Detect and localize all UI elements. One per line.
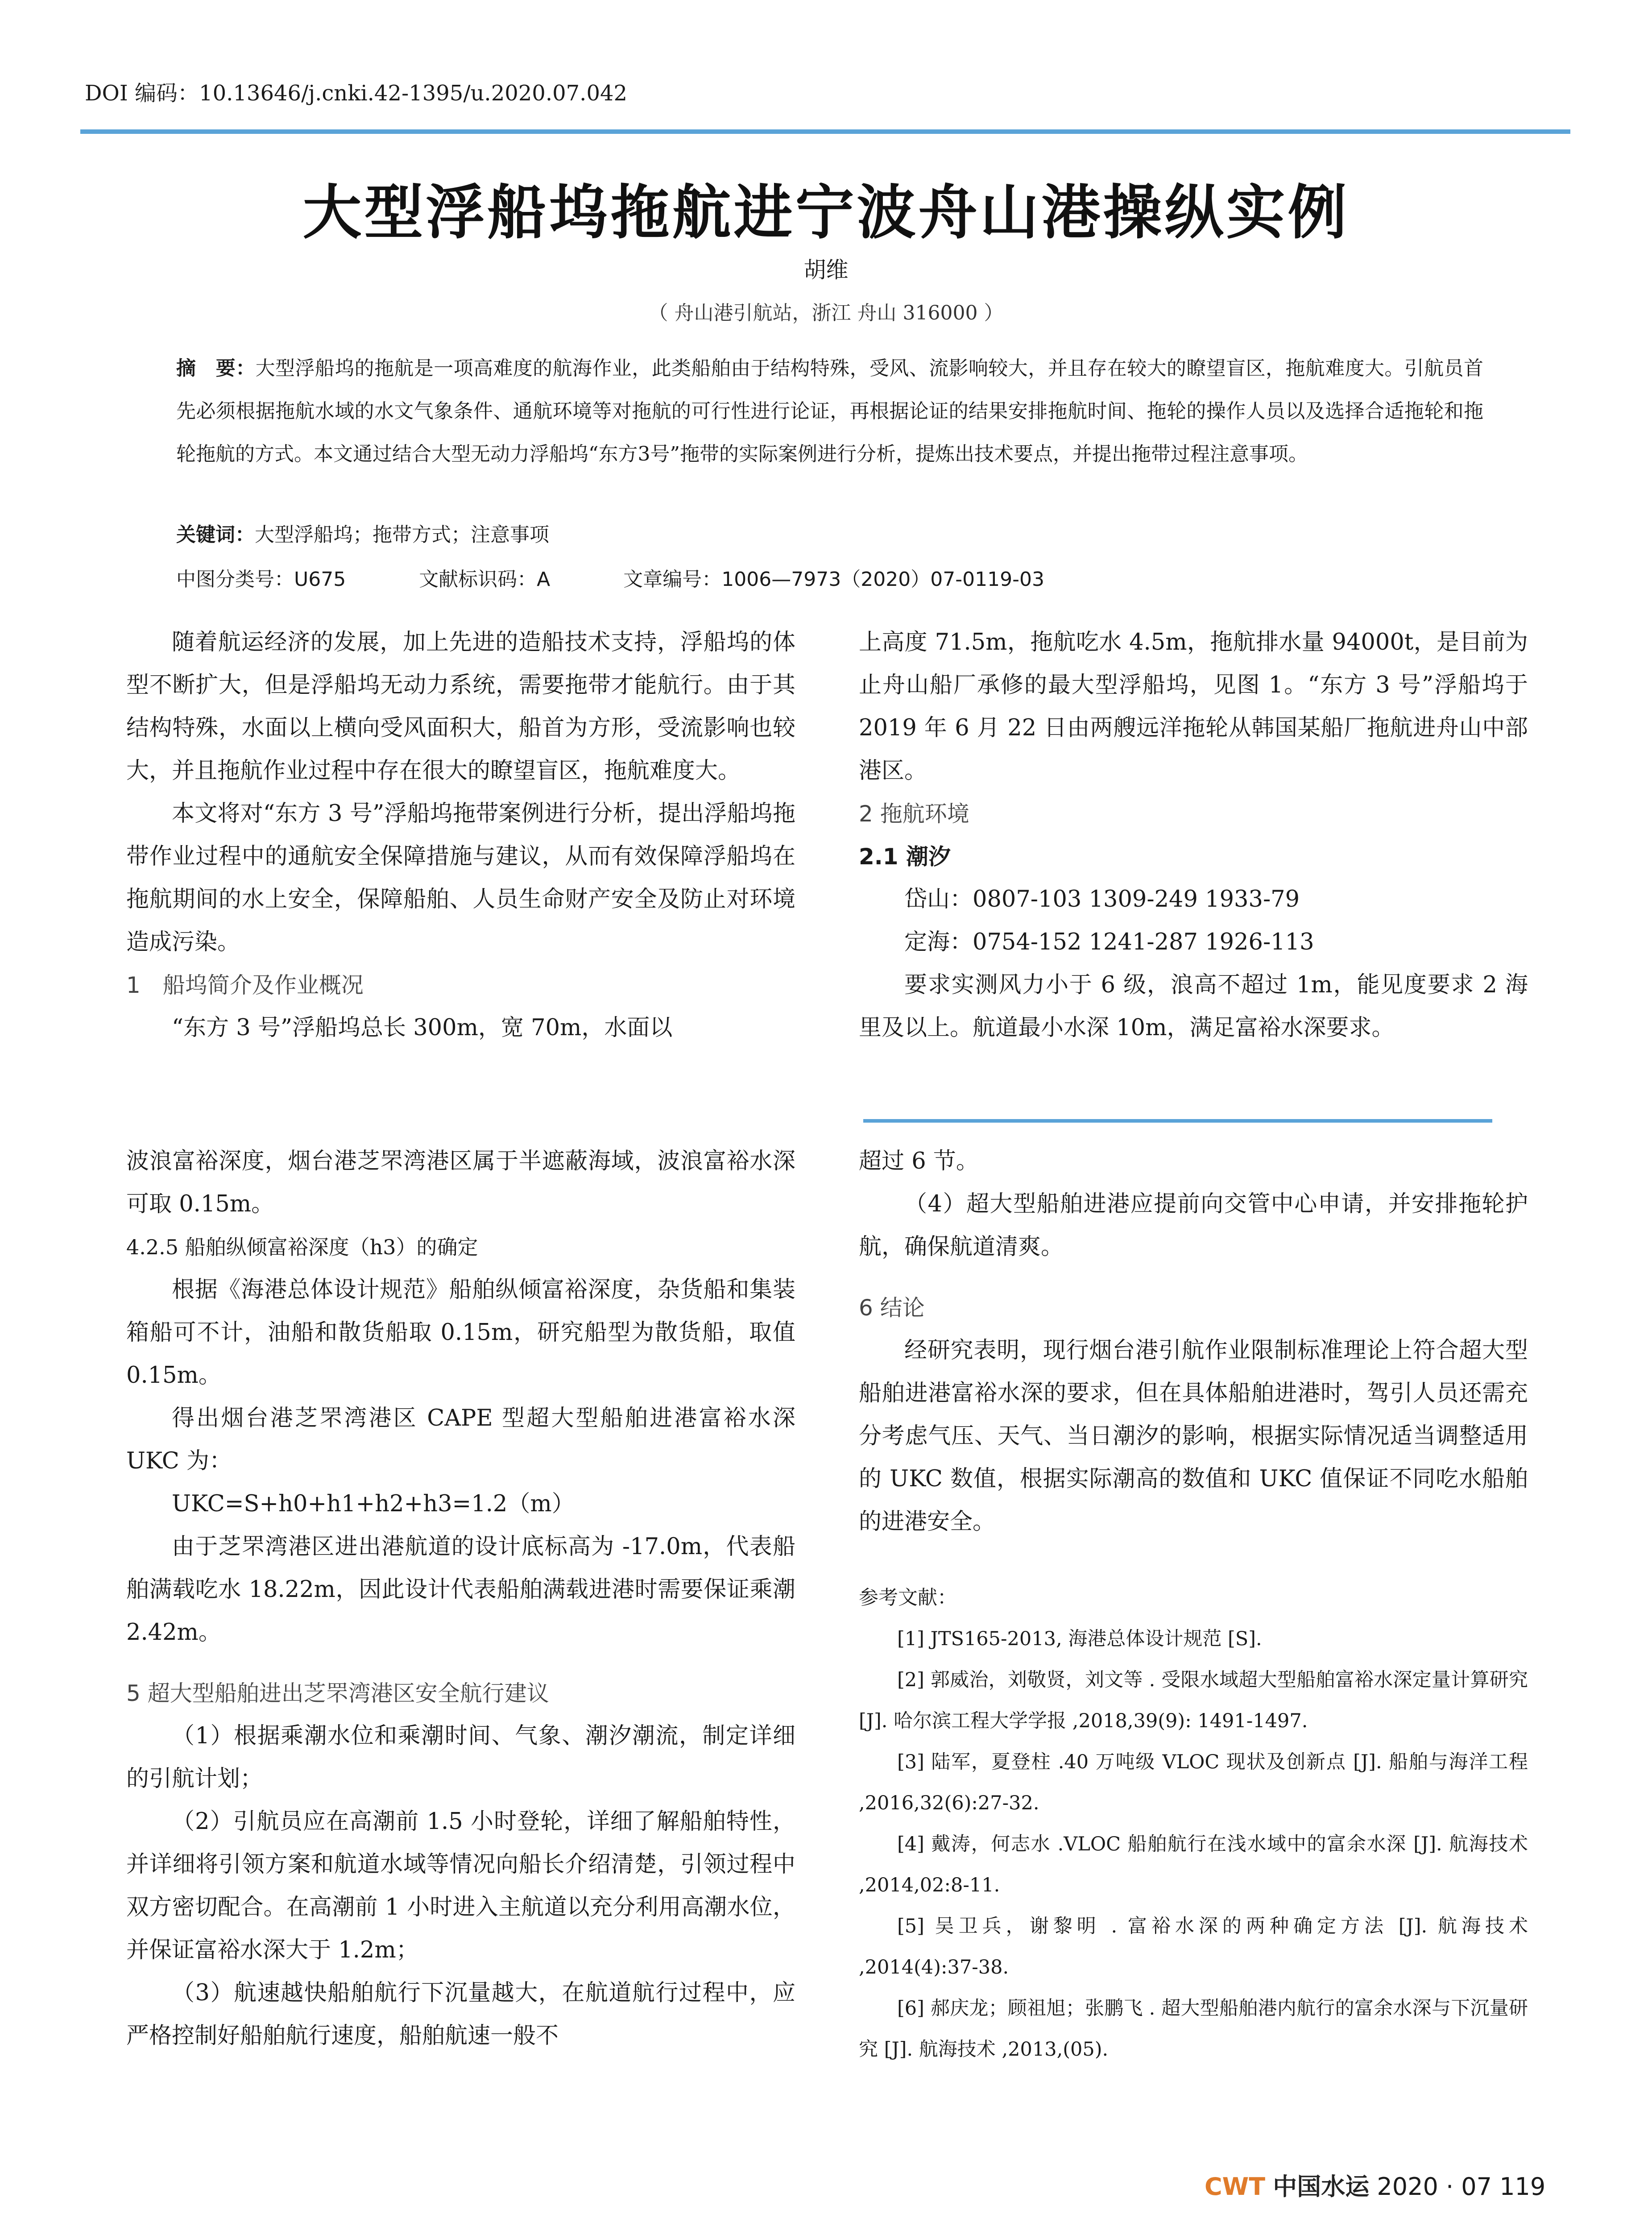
references-heading: 参考文献： xyxy=(859,1586,957,1609)
section-heading: 6 结论 xyxy=(859,1295,925,1321)
keywords-label: 关键词： xyxy=(176,523,255,546)
subsection-heading: 4.2.5 船舶纵倾富裕深度（h3）的确定 xyxy=(126,1235,478,1259)
upper-right-column xyxy=(859,621,1528,1049)
paragraph: 由于芝罘湾港区进出港航道的设计底标高为 -17.0m，代表船舶满载吃水 18.22m，因此设计代表船舶满载进港时需要保证乘潮 2.42m。 xyxy=(126,1534,795,1646)
paragraph: 根据《海港总体设计规范》船舶纵倾富裕深度，杂货船和集装箱船可不计，油船和散货船取 0.15m，研究船型为散货船，取值 0.15m。 xyxy=(126,1277,795,1389)
reference-item: [1] JTS165-2013, 海港总体设计规范 [S]. xyxy=(897,1628,1262,1650)
paragraph: （3）航速越快船舶航行下沉量越大，在航道航行过程中，应严格控制好船舶航行速度，船舶航速一般不 xyxy=(126,1980,795,2049)
section-heading: 2 拖航环境 xyxy=(859,801,969,827)
paragraph: 得出烟台港芝罘湾港区 CAPE 型超大型船舶进港富裕水深 UKC 为： xyxy=(126,1405,795,1474)
reference-item: [4] 戴涛，何志水 .VLOC 船舶航行在浅水域中的富余水深 [J]. 航海技术 ,2014,02:8-11. xyxy=(859,1833,1528,1896)
author: 胡维 xyxy=(803,257,849,283)
doc-code: 文献标识码：A xyxy=(419,568,551,591)
references xyxy=(859,1577,1528,2070)
doi-line: DOI 编码：10.13646/j.cnki.42-1395/u.2020.07.042 xyxy=(85,81,628,106)
clc-number: 中图分类号：U675 xyxy=(176,568,346,591)
journal-name: 中国水运 xyxy=(1273,2173,1370,2201)
section-divider xyxy=(863,1119,1492,1123)
cwt-logo-text: CWT xyxy=(1205,2173,1266,2201)
abstract-text: 大型浮船坞的拖航是一项高难度的航海作业，此类船舶由于结构特殊，受风、流影响较大，并且存在较大的瞭望盲区，拖航难度大。引航员首先必须根据拖航水域的水文气象条件、通航环境等对拖航的可行性进行论证，再根据论证的结果安排拖航时间、拖轮的操作人员以及选择合适拖轮和拖轮拖航的方式。本文通过结合大型无动力浮船坞“东方3号”拖带的实际案例进行分析，提炼出技术要点，并提出拖带过程注意事项。 xyxy=(176,357,1484,465)
paragraph: 超过 6 节。 xyxy=(859,1148,979,1174)
lower-right-column xyxy=(859,1140,1528,1543)
lower-left-column xyxy=(126,1140,795,2057)
keywords-text: 大型浮船坞；拖带方式；注意事项 xyxy=(255,523,549,546)
formula: UKC=S+h0+h1+h2+h3=1.2（m） xyxy=(172,1491,575,1517)
paragraph: 要求实测风力小于 6 级，浪高不超过 1m，能见度要求 2 海里及以上。航道最小水深 10m，满足富裕水深要求。 xyxy=(859,972,1528,1041)
paragraph: 本文将对“东方 3 号”浮船坞拖带案例进行分析，提出浮船坞拖带作业过程中的通航安全保障措施与建议，从而有效保障浮船坞在拖航期间的水上安全，保障船舶、人员生命财产安全及防止对环境造成污染。 xyxy=(126,800,795,955)
tide-line-daishan: 岱山：0807-103 1309-249 1933-79 xyxy=(904,886,1300,912)
article-number: 文章编号：1006—7973（2020）07-0119-03 xyxy=(623,568,1044,591)
page-number: 119 xyxy=(1499,2173,1546,2201)
section-heading: 5 超大型船舶进出芝罘湾港区安全航行建议 xyxy=(126,1680,549,1706)
classification-line xyxy=(176,563,1111,592)
paragraph: 波浪富裕深度，烟台港芝罘湾港区属于半遮蔽海域，波浪富裕水深可取 0.15m。 xyxy=(126,1148,795,1217)
affiliation: （ 舟山港引航站，浙江 舟山 316000 ） xyxy=(648,302,1004,324)
page-footer xyxy=(1205,2168,1545,2202)
paragraph: 随着航运经济的发展，加上先进的造船技术支持，浮船坞的体型不断扩大，但是浮船坞无动力系统，需要拖带才能航行。由于其结构特殊，水面以上横向受风面积大，船首为方形，受流影响也较大，并且拖航作业过程中存在很大的瞭望盲区，拖航难度大。 xyxy=(126,629,795,784)
paragraph: 经研究表明，现行烟台港引航作业限制标准理论上符合超大型船舶进港富裕水深的要求，但在具体船舶进港时，驾引人员还需充分考虑气压、天气、当日潮汐的影响，根据实际情况适当调整适用的 UKC 数值，根据实际潮高的数值和 UKC 值保证不同吃水船舶的进港安全。 xyxy=(859,1337,1528,1535)
article-title: 大型浮船坞拖航进宁波舟山港操纵实例 xyxy=(302,178,1350,247)
abstract-label: 摘 要： xyxy=(176,357,256,380)
subsection-heading: 2.1 潮汐 xyxy=(859,844,951,870)
reference-item: [5] 吴卫兵，谢黎明 . 富裕水深的两种确定方法 [J]. 航海技术 ,2014(4):37-38. xyxy=(859,1915,1528,1978)
header-divider xyxy=(80,129,1570,134)
reference-item: [6] 郝庆龙；顾祖旭；张鹏飞 . 超大型船舶港内航行的富余水深与下沉量研究 [J]. 航海技术 ,2013,(05). xyxy=(859,1997,1528,2061)
keywords xyxy=(176,518,549,547)
paragraph: “东方 3 号”浮船坞总长 300m，宽 70m，水面以 xyxy=(172,1015,673,1041)
reference-item: [3] 陆军，夏登柱 .40 万吨级 VLOC 现状及创新点 [J]. 船舶与海洋工程 ,2016,32(6):27-32. xyxy=(859,1751,1528,1814)
paragraph: （2）引航员应在高潮前 1.5 小时登轮，详细了解船舶特性，并详细将引领方案和航道水域等情况向船长介绍清楚，引领过程中双方密切配合。在高潮前 1 小时进入主航道以充分利用高潮水位，并保证富裕水深大于 1.2m； xyxy=(126,1808,795,1963)
upper-left-column xyxy=(126,621,795,1049)
tide-line-dinghai: 定海：0754-152 1241-287 1926-113 xyxy=(904,929,1314,955)
paragraph: （4）超大型船舶进港应提前向交管中心申请，并安排拖轮护航，确保航道清爽。 xyxy=(859,1191,1528,1260)
issue: 2020 · 07 xyxy=(1377,2173,1492,2201)
abstract xyxy=(176,347,1483,476)
reference-item: [2] 郭威治，刘敬贤，刘文等 . 受限水域超大型船舶富裕水深定量计算研究 [J]. 哈尔滨工程大学学报 ,2018,39(9): 1491-1497. xyxy=(859,1669,1528,1732)
paragraph: 上高度 71.5m，拖航吃水 4.5m，拖航排水量 94000t，是目前为止舟山船厂承修的最大型浮船坞，见图 1。“东方 3 号”浮船坞于 2019 年 6 月 22 日由两艘远洋拖轮从韩国某船厂拖航进舟山中部港区。 xyxy=(859,629,1528,784)
paragraph: （1）根据乘潮水位和乘潮时间、气象、潮汐潮流，制定详细的引航计划； xyxy=(126,1723,795,1792)
section-heading: 1 船坞简介及作业概况 xyxy=(126,972,364,998)
